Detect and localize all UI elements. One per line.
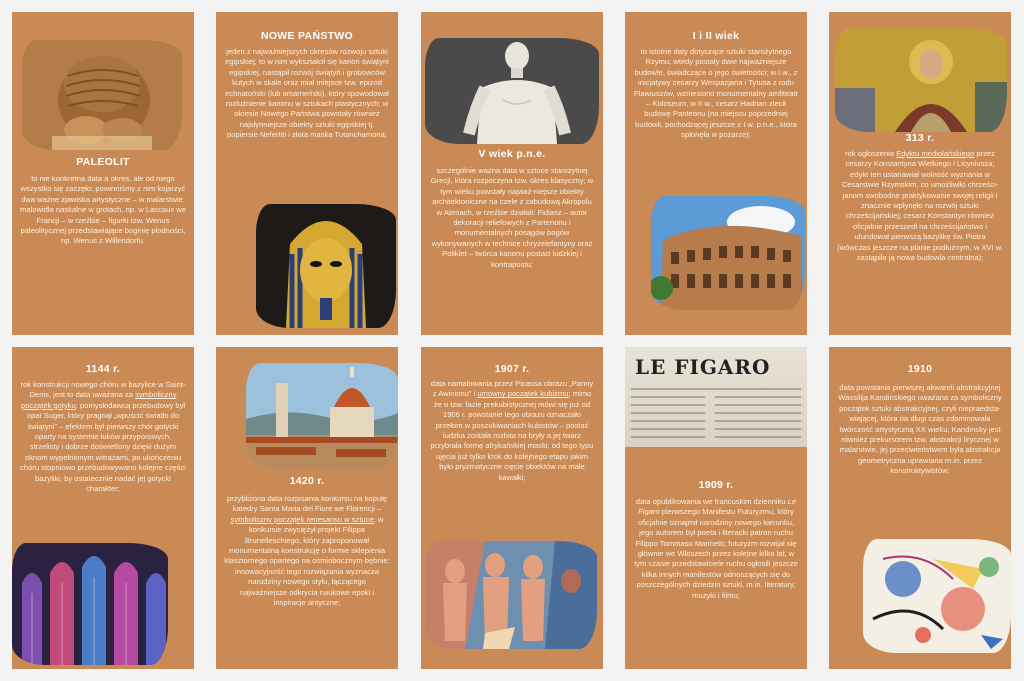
card-1909 (625, 347, 807, 669)
card-text: data powstania pierwszej akwareli abstrakcyjnej Wassilija Kandinskiego uważana za symboliczny początek sztuki abstrakcyjnej, czyli niepraedsta-wiającej, która na długi czas zdominowała twórczość artystyczną XX wieku; Kandinsky jest również prekursorem tzw. abstrakcji lirycznej w malarstwie, jej przeciwieństwem była abstrakcja geometryczna uprawiana m.in. przez konstruktywistów; (838, 383, 1002, 476)
card-text: to nie konkretna data a okres, ale od niego wszystko się zaczęło; powinniśmy z nim kojarzyć dwa ważne zjawiska artystyczne – w malarstwie: malowidła naskalne w grotach, np. w Lascaux we Francji – w rzeźbie – figurki tzw. Wenus paleolitycznej przedstawiające boginię płodności, np. Wenus z Willendorfu. (20, 174, 186, 246)
gothic-link[interactable]: symboliczny początek gotyku (20, 390, 177, 410)
card-1907 (421, 347, 603, 669)
card-text: data opublikowania we francuskim dzienniku Le Figaro pierwszego Manifestu Futuryzmu, który oficjalnie oznajmił narodziny nowego kierunku, jego autorem był poeta i literacki patron ruchu Filippo Tommaso Marinetti; futuryzm rozwijał się głównie we Włoszech przez kolejne kilka lat, w tym czasie przedstawiciele ruchu ogłosili jeszcze kilka innych manifestów odnoszących się do poszczególnych dziedzin sztuki, m.in. literatury, muzyki i filmu; (634, 497, 798, 600)
card-paleolit (12, 12, 194, 335)
colosseum-image (651, 196, 805, 310)
card-1420 (216, 347, 398, 669)
newspaper-masthead: LE FIGARO (635, 355, 771, 379)
cubism-link[interactable]: umowny początek kubizmu (477, 389, 569, 399)
florence-cathedral-image (246, 363, 398, 469)
card-title: V wiek p.n.e. (478, 148, 546, 160)
card-title: 1907 r. (494, 363, 530, 375)
card-nowe-panstwo (216, 12, 398, 335)
card-text: jeden z najważniejszych okresów rozwoju sztuki egipskiej; to w nim wykształcił się kanon świątyni egipskiej, nastąpił rozwój świątyń i grobowców kutych w skale oraz miał miejsce tzw. epizod echnatoński (lub amarneński), który spowodował rozluźnienie kanonu w sztukach plastycznych; w okresie Nowego Państwa powstały również najsłynniejsze obiekty sztuki egipskiej tj. popiersie Nefertiti i złota maska Tutanchamona; (225, 47, 389, 140)
card-1144 (12, 347, 194, 669)
edict-link[interactable]: Edyktu mediolańskiego (896, 149, 975, 158)
card-v-wiek (421, 12, 603, 335)
card-text: przybliżona data rozpisania konkursu na kopułę katedry Santa Maria del Fiore we Florencji – symboliczny początek renesansu w sztuce; w konkursie zwyciężył projekt Filippa Brunelleschiego, który zaproponował monumentalną konstrukcję o formie sklepienia klasztornego opartego na ośmiobocznym bębnie; innowacyjność tego rozwiązania wyznacza narodziny nowego stylu, łączącego najważniejsze odkrycia naukowe epoki i inspiracje antyczne; (224, 494, 390, 608)
card-title: 313 r. (905, 132, 935, 144)
card-text: rok konstrukcji nowego chóru w bazylice w Saint-Denis, jest to data uważana za symboliczny początek gotyku; pomysłodawcą przebudowy był opat Suger, który pragnął „wpuścić światło do świątyni” – efektem był pierwszy chór gotycki oparty na systemie łuków przyporowych, strzelisty i dobrze doświetlony dzięki dużym oknom wypełnionym witrażami, po ukończeniu chóru stopniowo przebudowywano kolejne części bazyliki, by ostatecznie nadać jej gotycki charakter; (20, 380, 186, 494)
abstract-watercolor-image (863, 539, 1011, 653)
card-i-ii-wiek (625, 12, 807, 335)
card-text: szczególnie ważna data w sztuce starożytnej Grecji, która rozpoczyna tzw. okres klasyczny; w tym wieku powstały najważ-niejsze obiekty architektoniczne na czele z zabudową Akropolu w Atenach, w rzeźbie działali: Fidiasz – autor dekoracji reliefowych z Partenonu i monumentalnych posągów bogów wykonywanych w technice chryzelefantyny oraz Poliklet – twórca kanonu postaci ludzkiej i kontrapostu; (430, 166, 594, 269)
greek-statue-image (425, 38, 599, 144)
les-demoiselles-painting-image (425, 541, 597, 649)
card-1910 (829, 347, 1011, 669)
card-313 (829, 12, 1011, 335)
card-text: data namalowania przez Picassa obrazu „Panny z Awinionu” i umowny początek kubizmu; mimo że o tzw. fazie prekubistycznej mówi się już od 1906 r. powstanie tego obrazu oznaczało przełom w poszukiwaniach kubistów – postać ludzka została rozbita na bryły a jej twarz przybrała formę afrykańskiej maski; od tego typu ujęcia już tylko krok do kolejnego etapu jakim było pryzmatyczne cięcie obiektów na małe kawałki; (430, 379, 594, 482)
venus-figurine-image (22, 40, 182, 150)
card-title: PALEOLIT (76, 156, 130, 168)
newspaper-front-page-image (625, 347, 807, 447)
card-title: I i II wiek (692, 30, 740, 42)
card-title: 1910 (907, 363, 933, 375)
renaissance-link[interactable]: symboliczny początek renesansu w sztuce (230, 514, 374, 524)
card-title: 1909 r. (698, 479, 734, 491)
card-text: rok ogłoszenia Edyktu mediolańskiego przez cesarzy Konstantyna Wielkiego i Licyniusza; edykt ten ustanawiał wolność wyznania w Cesarstwie Rzymskim, co umożliwiło chrześci-janom swobodne praktykowanie swojej religii i znacznie wpłynęło na rozwój sztuki chrześcijańskiej; cesarz Konstantyn również oficjalnie przeszedł na chrześcijaństwo i ufundował pierwszą bazylikę św. Piotra (wówczas jeszcze na planie podłużnym, w XVI w. zastąpiła ją nowa budowla centralna); (837, 149, 1003, 263)
card-text: to istotne daty dotyczące sztuki starożytnego Rzymu; wtedy postały dwie najważniejsze budowle, świadczące o jego świetności; w I w., z inicjatywy cesarzy Wespazjana i Tytusa z rodu Flawiuszów, wzniesiono monumentalny amfiteatr – Koloseum, w II w., cesarz Hadrian zlecił budowę Panteonu (na miejscu poprzedniej budowli, pochodzącej jeszcze z I w. p.n.e., która spłonęła w pożarze); (633, 47, 799, 140)
card-title: 1420 r. (289, 475, 325, 487)
byzantine-mosaic-image (835, 28, 1007, 132)
gothic-stained-glass-image (12, 543, 168, 665)
card-title: 1144 r. (85, 363, 121, 375)
tutankhamun-mask-image (256, 204, 396, 328)
card-title: NOWE PAŃSTWO (260, 30, 354, 42)
